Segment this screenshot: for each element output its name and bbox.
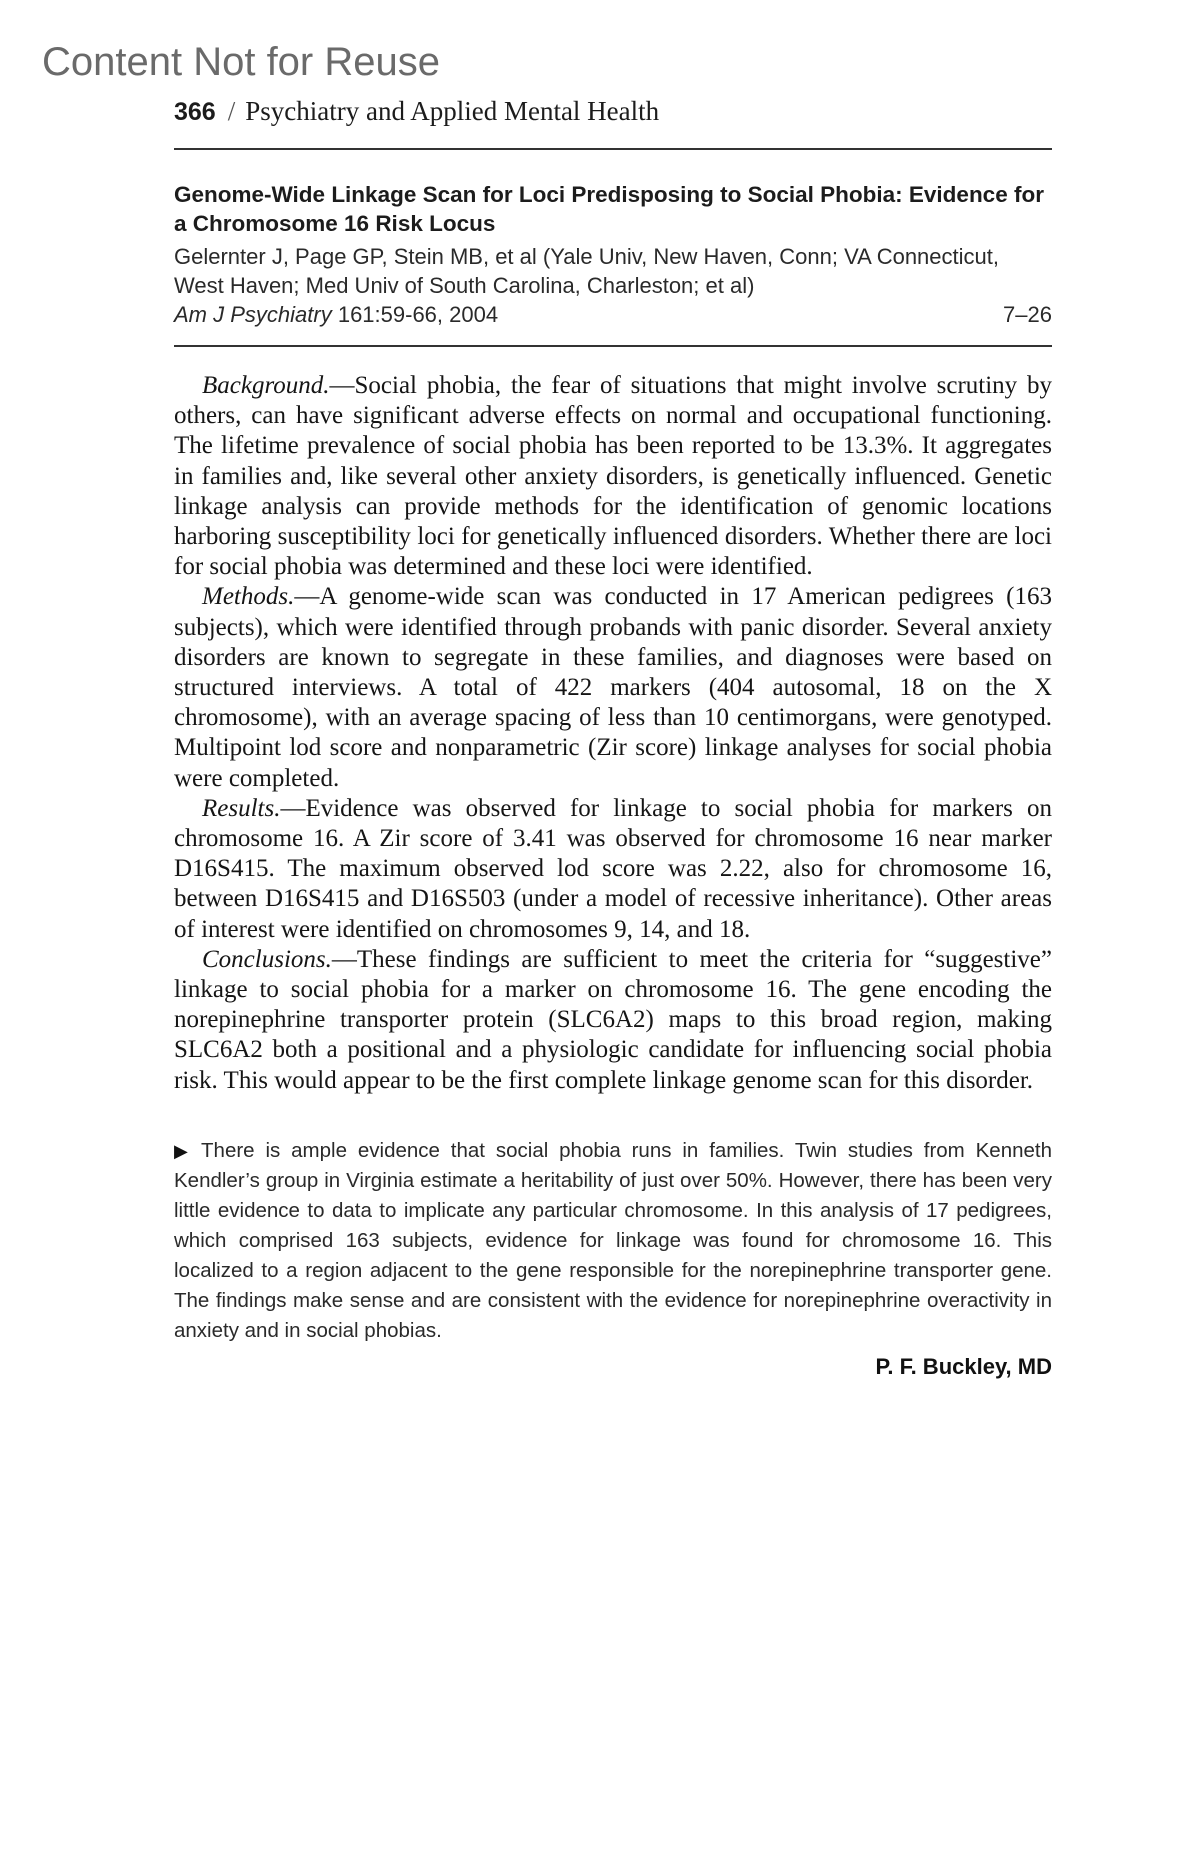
running-head xyxy=(174,96,1052,142)
article-authors: Gelernter J, Page GP, Stein MB, et al (Yale Univ, New Haven, Conn; VA Connecticut, West Haven; Med Univ of South Carolina, Charleston; et al) xyxy=(174,244,999,298)
conclusions-text: —These findings are sufficient to meet the criteria for “suggestive” linkage to social phobia for a marker on chromosome 16. The gene encoding the norepinephrine transporter protein (SLC6A2) maps to this broad region, making SLC6A2 both a positional and a physiologic candidate for influencing social phobia risk. This would appear to be the first complete linkage genome scan for this disorder. xyxy=(174,945,1052,1094)
page-column xyxy=(174,96,1052,1380)
source-reference xyxy=(174,300,498,329)
abstract-conclusions xyxy=(174,945,1052,1096)
arrow-right-icon: ▶ xyxy=(174,1140,194,1161)
abstract-results xyxy=(174,794,1052,945)
page-number: 366 xyxy=(174,98,216,126)
abstract-methods xyxy=(174,582,1052,793)
conclusions-label: Conclusions. xyxy=(202,945,332,973)
results-label: Results. xyxy=(202,794,281,822)
commentary-text: There is ample evidence that social phobia runs in families. Twin studies from Kenneth Kendler’s group in Virginia estimate a heritability of just over 50%. However, there has been very little evidence to data to implicate any particular chromosome. In this analysis of 17 pedigrees, which comprised 163 subjects, evidence for linkage was found for chromosome 16. This localized to a region adjacent to the gene responsible for the norepinephrine transporter gene. The findings make sense and are consistent with the evidence for norepinephrine overactivity in anxiety and in social phobias. xyxy=(174,1138,1052,1342)
abstract-background xyxy=(174,371,1052,582)
citation-rule xyxy=(174,345,1052,347)
abstract xyxy=(174,371,1052,1096)
article-title: Genome-Wide Linkage Scan for Loci Predisposing to Social Phobia: Evidence for a Chromosome 16 Risk Locus xyxy=(174,182,1044,236)
reviewer-signature: P. F. Buckley, MD xyxy=(875,1353,1052,1379)
article-code: 7–26 xyxy=(1003,302,1052,327)
commentary xyxy=(174,1136,1052,1346)
article-source xyxy=(174,300,1052,329)
background-text: —Social phobia, the fear of situations that might involve scrutiny by others, can have significant adverse effects on normal and occupational functioning. The lifetime prevalence of social phobia has been reported to be 13.3%. It aggregates in families and, like several other anxiety disorders, is genetically influenced. Genetic linkage analysis can provide methods for the identification of genomic locations harboring susceptibility loci for genetically influenced disorders. Whether there are loci for social phobia was determined and these loci were identified. xyxy=(174,372,1052,581)
methods-label: Methods. xyxy=(202,583,295,611)
watermark: Content Not for Reuse xyxy=(42,40,440,84)
article-citation xyxy=(174,150,1052,345)
background-label: Background. xyxy=(202,372,330,399)
journal-name: Psychiatry and Applied Mental Health xyxy=(245,96,660,126)
methods-text: —A genome-wide scan was conducted in 17 American pedigrees (163 subjects), which were identified through probands with panic disorder. Several anxiety disorders are known to segregate in these families, and diagnoses were based on structured interviews. A total of 422 markers (404 autosomal, 18 on the X chromosome), with an average spacing of less than 10 centimorgans, were genotyped. Multipoint lod score and nonparametric (Zir score) linkage analyses for social phobia were completed. xyxy=(174,583,1052,792)
source-journal: Am J Psychiatry xyxy=(174,302,332,327)
header-separator: / xyxy=(227,96,236,126)
source-details: 161:59-66, 2004 xyxy=(337,302,499,327)
results-text: —Evidence was observed for linkage to social phobia for markers on chromosome 16. A Zir score of 3.41 was observed for chromosome 16 near marker D16S415. The maximum observed lod score was 2.22, also for chromosome 16, between D16S415 and D16S503 (under a model of recessive inheritance). Other areas of interest were identified on chromosomes 9, 14, and 18. xyxy=(174,794,1052,943)
